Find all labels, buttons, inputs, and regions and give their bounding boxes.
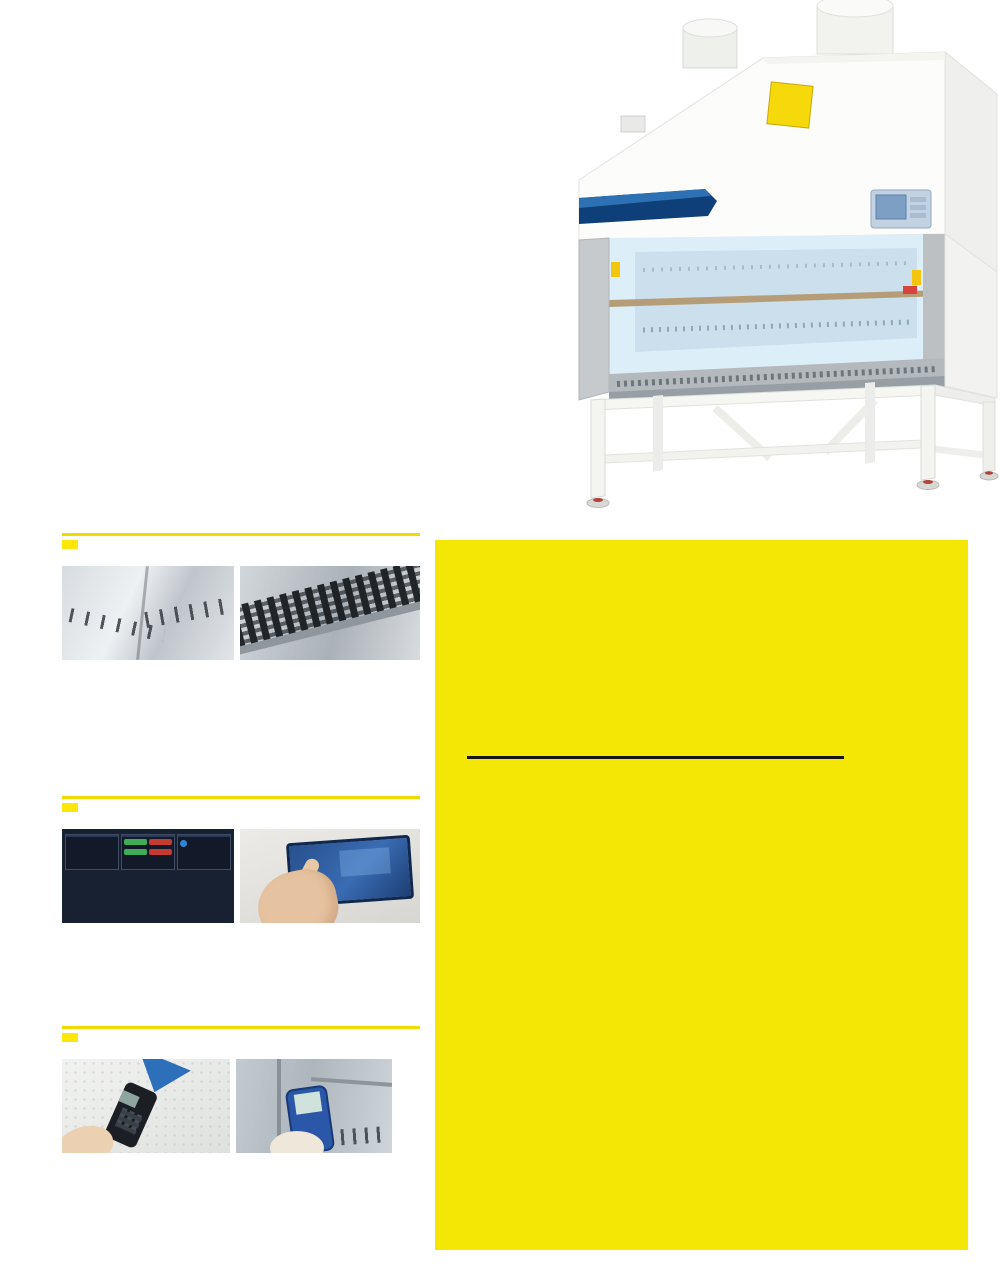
sampling-probe — [311, 1077, 392, 1087]
biosafety-cabinet-illustration — [565, 0, 1000, 512]
hmi-mid-row — [65, 834, 231, 870]
section-factory-testing — [62, 1026, 420, 1153]
photo-stainless-corner — [62, 566, 234, 660]
biohazard-sticker — [767, 82, 813, 128]
photo-filter-leak-scan — [62, 1059, 230, 1153]
section-rule — [62, 1026, 420, 1029]
hmi-window-box — [121, 834, 175, 870]
section-photos — [62, 829, 420, 923]
hmi-sys-box — [177, 834, 231, 870]
hmi-runtime-box — [65, 834, 119, 870]
spec-panel — [435, 540, 968, 1250]
photo-hmi-screen — [62, 829, 234, 923]
section-title — [62, 803, 78, 812]
section-photos — [62, 566, 420, 660]
spec-table — [467, 756, 844, 759]
section-hmi — [62, 796, 420, 923]
photo-hand-touchscreen — [240, 829, 420, 923]
section-rule — [62, 796, 420, 799]
section-craftsmanship — [62, 533, 420, 660]
hmi-runtime-title — [66, 835, 118, 837]
section-rule — [62, 533, 420, 536]
info-icon — [180, 840, 187, 847]
product-photo — [565, 0, 1000, 512]
section-title — [62, 1033, 78, 1042]
control-panel — [871, 190, 931, 228]
section-photos — [62, 1059, 420, 1153]
photo-perforated-grille — [240, 566, 420, 660]
section-title — [62, 540, 78, 549]
photo-anemometer-test — [236, 1059, 392, 1153]
